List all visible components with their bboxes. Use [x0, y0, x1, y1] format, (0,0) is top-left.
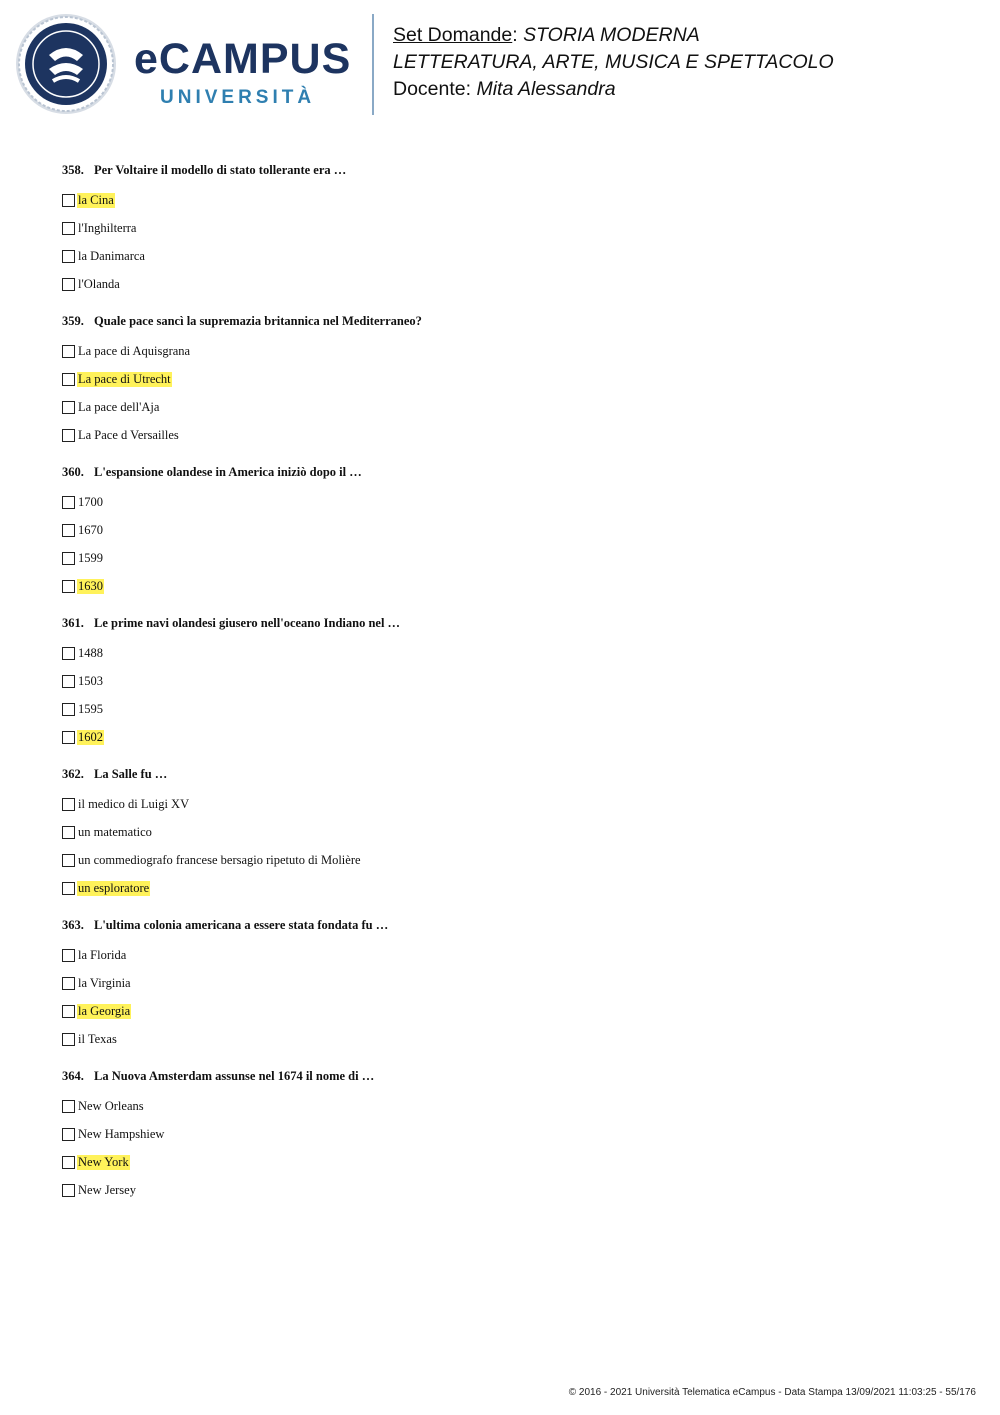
answer-checkbox[interactable]: [62, 552, 75, 565]
answer-option[interactable]: [62, 667, 942, 695]
answer-text-correct: La pace di Utrecht: [78, 371, 171, 386]
question-block: [62, 613, 942, 751]
answer-option[interactable]: [62, 516, 942, 544]
question-text: L'espansione olandese in America iniziò dopo il …: [94, 465, 362, 479]
set-label: Set Domande: [393, 24, 513, 46]
answer-text: New Orleans: [78, 1098, 144, 1113]
answer-checkbox[interactable]: [62, 1033, 75, 1046]
answer-option[interactable]: [62, 695, 942, 723]
ecampus-seal-logo: [15, 13, 117, 115]
answer-checkbox[interactable]: [62, 977, 75, 990]
question-number: 363.: [62, 918, 84, 932]
question-number: 362.: [62, 767, 84, 781]
answer-option[interactable]: [62, 1025, 942, 1053]
answer-checkbox[interactable]: [62, 647, 75, 660]
answer-text-correct: un esploratore: [78, 880, 150, 895]
answer-text: La pace dell'Aja: [78, 399, 160, 414]
answer-text: la Virginia: [78, 975, 131, 990]
question-title: [62, 311, 942, 331]
answer-option[interactable]: [62, 639, 942, 667]
answer-option[interactable]: [62, 544, 942, 572]
answer-checkbox[interactable]: [62, 1100, 75, 1113]
answer-checkbox[interactable]: [62, 222, 75, 235]
question-text: L'ultima colonia americana a essere stata fondata fu …: [94, 918, 389, 932]
answer-checkbox[interactable]: [62, 373, 75, 386]
answer-checkbox[interactable]: [62, 194, 75, 207]
answer-option[interactable]: [62, 214, 942, 242]
page-header: [0, 0, 1000, 130]
answer-option[interactable]: [62, 1120, 942, 1148]
answer-option[interactable]: [62, 790, 942, 818]
answer-text: 1599: [78, 550, 103, 565]
course-info: [393, 22, 834, 103]
header-divider: [372, 14, 374, 115]
answer-option[interactable]: [62, 1176, 942, 1204]
answer-checkbox[interactable]: [62, 1005, 75, 1018]
brand-wordmark: eCAMPUS: [134, 35, 352, 83]
question-number: 359.: [62, 314, 84, 328]
answer-option[interactable]: [62, 723, 942, 751]
answer-text: la Florida: [78, 947, 127, 962]
answer-checkbox[interactable]: [62, 278, 75, 291]
answer-option[interactable]: [62, 488, 942, 516]
question-title: [62, 915, 942, 935]
answer-text-correct: 1602: [78, 729, 103, 744]
answer-text: un matematico: [78, 824, 152, 839]
question-block: [62, 311, 942, 449]
answer-option[interactable]: [62, 846, 942, 874]
teacher-name: Mita Alessandra: [476, 78, 616, 100]
question-text: Quale pace sancì la supremazia britannica nel Mediterraneo?: [94, 314, 422, 328]
answer-checkbox[interactable]: [62, 250, 75, 263]
answer-checkbox[interactable]: [62, 882, 75, 895]
answer-text-correct: 1630: [78, 578, 103, 593]
answer-option[interactable]: [62, 421, 942, 449]
question-number: 360.: [62, 465, 84, 479]
question-block: [62, 462, 942, 600]
answer-checkbox[interactable]: [62, 731, 75, 744]
answer-checkbox[interactable]: [62, 524, 75, 537]
answer-text: l'Olanda: [78, 276, 120, 291]
answer-text: 1595: [78, 701, 103, 716]
answer-text-correct: New York: [78, 1154, 129, 1169]
answer-text: La Pace d Versailles: [78, 427, 179, 442]
answer-checkbox[interactable]: [62, 854, 75, 867]
answer-option[interactable]: [62, 969, 942, 997]
answer-option[interactable]: [62, 1148, 942, 1176]
answer-text: New Hampshiew: [78, 1126, 165, 1141]
answer-checkbox[interactable]: [62, 703, 75, 716]
answer-text: un commediografo francese bersagio ripetuto di Molière: [78, 852, 361, 867]
set-line: [393, 22, 834, 49]
answer-checkbox[interactable]: [62, 798, 75, 811]
question-list: [62, 160, 942, 1217]
subject-area: LETTERATURA, ARTE, MUSICA E SPETTACOLO: [393, 51, 834, 73]
question-title: [62, 1066, 942, 1086]
answer-option[interactable]: [62, 874, 942, 902]
answer-text: l'Inghilterra: [78, 220, 137, 235]
answer-checkbox[interactable]: [62, 429, 75, 442]
question-title: [62, 764, 942, 784]
answer-checkbox[interactable]: [62, 1128, 75, 1141]
question-text: La Nuova Amsterdam assunse nel 1674 il nome di …: [94, 1069, 375, 1083]
question-title: [62, 462, 942, 482]
answer-checkbox[interactable]: [62, 826, 75, 839]
answer-option[interactable]: [62, 572, 942, 600]
teacher-line: [393, 76, 834, 103]
answer-text: la Danimarca: [78, 248, 145, 263]
answer-text-correct: la Georgia: [78, 1003, 131, 1018]
answer-text: 1503: [78, 673, 103, 688]
question-block: [62, 915, 942, 1053]
question-title: [62, 160, 942, 180]
answer-option[interactable]: [62, 242, 942, 270]
answer-checkbox[interactable]: [62, 1184, 75, 1197]
answer-option[interactable]: [62, 1092, 942, 1120]
question-number: 364.: [62, 1069, 84, 1083]
answer-checkbox[interactable]: [62, 401, 75, 414]
answer-text: New Jersey: [78, 1182, 136, 1197]
answer-checkbox[interactable]: [62, 1156, 75, 1169]
subject-title: STORIA MODERNA: [523, 24, 700, 46]
answer-text: 1700: [78, 494, 103, 509]
answer-checkbox[interactable]: [62, 345, 75, 358]
question-text: La Salle fu …: [94, 767, 168, 781]
question-block: [62, 160, 942, 298]
answer-option[interactable]: [62, 365, 942, 393]
question-block: [62, 1066, 942, 1204]
answer-checkbox[interactable]: [62, 675, 75, 688]
answer-option[interactable]: [62, 186, 942, 214]
answer-option[interactable]: [62, 270, 942, 298]
answer-text: 1670: [78, 522, 103, 537]
answer-option[interactable]: [62, 337, 942, 365]
question-text: Per Voltaire il modello di stato tollerante era …: [94, 163, 347, 177]
answer-option[interactable]: [62, 941, 942, 969]
answer-option[interactable]: [62, 997, 942, 1025]
question-number: 358.: [62, 163, 84, 177]
teacher-label: Docente:: [393, 78, 477, 100]
brand-subtitle: UNIVERSITÀ: [160, 87, 316, 108]
answer-text: La pace di Aquisgrana: [78, 343, 191, 358]
answer-checkbox[interactable]: [62, 580, 75, 593]
question-title: [62, 613, 942, 633]
question-number: 361.: [62, 616, 84, 630]
answer-text-correct: la Cina: [78, 192, 114, 207]
answer-text: 1488: [78, 645, 103, 660]
answer-option[interactable]: [62, 393, 942, 421]
set-separator: :: [512, 24, 524, 46]
answer-checkbox[interactable]: [62, 496, 75, 509]
answer-text: il medico di Luigi XV: [78, 796, 190, 811]
area-line: [393, 49, 834, 76]
question-block: [62, 764, 942, 902]
answer-text: il Texas: [78, 1031, 117, 1046]
answer-option[interactable]: [62, 818, 942, 846]
page-footer: © 2016 - 2021 Università Telematica eCampus - Data Stampa 13/09/2021 11:03:25 - 55/176: [568, 1387, 976, 1398]
answer-checkbox[interactable]: [62, 949, 75, 962]
question-text: Le prime navi olandesi giusero nell'oceano Indiano nel …: [94, 616, 401, 630]
